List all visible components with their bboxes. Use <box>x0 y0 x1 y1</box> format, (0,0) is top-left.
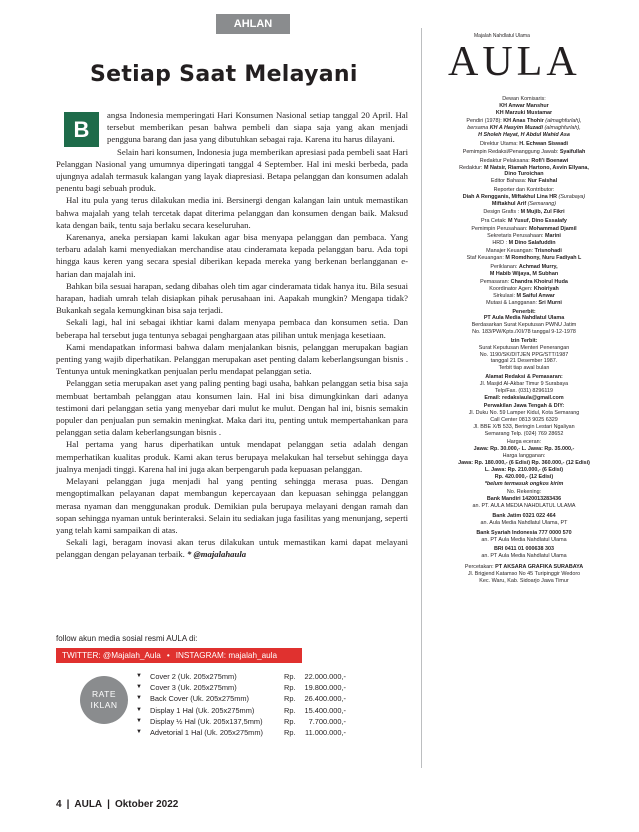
credit-label: No. Rekening: <box>506 489 542 496</box>
credit-note: (Semarang) <box>526 200 557 207</box>
bank-holder: an. PT Aula Media Nahdlatul Ulama <box>481 553 567 560</box>
credit-dewan <box>424 96 624 117</box>
credit-precetak <box>424 218 624 225</box>
credit-label: Perwakilan Jawa Tengah & DIY: <box>483 403 565 410</box>
bank-account: Bank Jatim 0321 022 464 <box>492 512 556 519</box>
rate-currency: Rp. <box>284 672 296 681</box>
credit-label: Mutasi & Langganan: <box>486 300 539 306</box>
credit-name: M Natsir, Riamah Hartono, Asvin Ellyana, <box>483 164 589 171</box>
credit-label: bersama <box>467 125 490 132</box>
credit-name: Dino Turoichan <box>504 171 544 178</box>
article-paragraph: Bahkan bila sesuai harapan, sedang dibahas oleh tim agar cinderamata tidak hanya itu. Bila sesuai harapan, hadiah umrah telah disiapkan pihak perusahaan ini. Aapakah mungkin? Mengapa tidak? Bukankah segala kemungkinan bisa saja terjadi. <box>56 280 408 316</box>
credit-label: Pemimpin Perusahaan: <box>471 226 529 233</box>
rate-name: Display ½ Hal (Uk. 205x137,5mm) <box>150 716 263 726</box>
credit-label: Reporter dan Kontributor: <box>493 186 555 193</box>
credit-name: H. Echwan Siswadi <box>519 140 569 147</box>
rate-price: 11.000.000,- <box>305 727 346 737</box>
credit-name: Mohammad Djamil <box>528 226 577 233</box>
credit-rekening <box>424 489 624 560</box>
credit-text: Jl. BBE X/B 533, Beringin Lestari Ngaliyan <box>473 423 575 430</box>
credit-value: Rp. 420.000,- (12 Edisi) <box>494 473 554 480</box>
rate-price: 22.000.000,- <box>304 672 346 681</box>
credit-text: No. 1190/SK/DITJEN PPG/STT/1987 <box>479 351 569 358</box>
credit-reporter <box>424 187 624 208</box>
credit-label: Pemasaran: <box>480 279 511 286</box>
triangle-bullet-icon: ▼ <box>136 717 142 724</box>
credit-izin <box>424 338 624 373</box>
credit-label: Email: <box>484 394 503 401</box>
rate-name: Back Cover (Uk. 205x275mm) <box>150 694 249 704</box>
bank-account: Bank Mandiri 1420013283436 <box>486 496 562 503</box>
credit-text: Jl. Brigjend Katamso No 45 Turipinggir Wedoro <box>467 571 581 578</box>
rate-name: Advetorial 1 Hal (Uk. 205x275mm) <box>150 727 263 737</box>
rate-row <box>136 716 346 727</box>
credit-name: Chandra Khoirul Huda <box>510 279 568 286</box>
credit-label: Izin Terbit: <box>510 337 538 344</box>
credit-name: PT AKSARA GRAFIKA SURABAYA <box>495 564 584 571</box>
credit-name: M Dino Salafuddin <box>508 239 556 246</box>
credit-text: Jl. Duku No. 59 Lamper Kidul, Kota Semarang <box>468 409 580 416</box>
rate-price: 7.700.000,- <box>308 716 346 726</box>
twitter-handle[interactable]: TWITTER: @Majalah_Aula <box>62 651 161 660</box>
credit-name: KH A Hasyim Muzadi <box>489 125 543 132</box>
rate-row <box>136 671 346 682</box>
credit-name: H Sholeh Hayat, H Abdul Wahid Asa <box>478 132 570 139</box>
signature: * @majalahaula <box>186 549 247 560</box>
triangle-bullet-icon: ▼ <box>136 728 142 735</box>
credit-text: Jl. Masjid Al-Akbar Timur 9 Surabaya <box>479 380 569 387</box>
rate-row <box>136 705 346 716</box>
credit-label: Alamat Redaksi & Pemasaran: <box>485 373 563 380</box>
credit-pemred <box>424 149 624 156</box>
page-footer <box>56 799 178 810</box>
article-body <box>56 109 408 561</box>
triangle-bullet-icon: ▼ <box>136 673 142 679</box>
rate-list <box>136 671 346 738</box>
credit-label: Koordinator Agen: <box>489 286 534 293</box>
rate-price: 26.400.000,- <box>304 694 346 704</box>
footer-separator: | <box>66 799 70 810</box>
credit-label: Harga eceran: <box>506 439 542 446</box>
credit-name: M Romdhony, Nuru Fadiyah L <box>505 255 582 262</box>
rate-currency: Rp. <box>284 694 296 704</box>
footer-separator: | <box>107 799 110 810</box>
credit-percetakan <box>424 564 624 585</box>
credit-label: Pendiri (1978): <box>466 118 504 125</box>
bank-holder: an. PT Aula Media Nahdlatul Ulama <box>481 536 567 543</box>
credit-label: Pra Cetak: <box>481 217 509 224</box>
article-paragraph: Selain hari konsumen, Indonesia juga memberikan apresiasi pada pembeli saat Hari Pelanggan Nasional yang umumnya diperingati tanggal 4 September. Hal ini meski berbeda, pada ujungnya adalah termasuk kalangan yang layak diapresiasi. Betapa pelanggan dan konsumen adalah penentu bagi sebuah produk. <box>56 146 408 194</box>
issue-date: Oktober 2022 <box>114 799 179 810</box>
credit-value: Jawa: Rp. 180.000,- (6 Edisi) Rp. 360.000,- (12 Edisi) <box>458 459 590 466</box>
credit-direktur <box>424 141 624 148</box>
credit-text: Telp/Fax. (031) 8296119 <box>494 387 554 394</box>
article-paragraph: Karenanya, aneka persiapan kami lakukan agar bisa menyapa pelanggan dan pembaca. Yang terbaru adalah kami menyediakan merchandise atau cinderamata kepada pelanggan baru. Ada topi hingga kaus keren yang secara spesial diberikan kepada mereka yang berkenan berlangganan e-harian dan majalah ini. <box>56 232 408 279</box>
credit-text: tanggal 21 Desember 1987. <box>490 358 558 365</box>
bank-holder: an. PT. AULA MEDIA NAHDLATUL ULAMA <box>472 502 576 509</box>
credit-name: M Saiful Anwar <box>516 293 555 300</box>
rate-row <box>136 727 346 738</box>
rate-price: 19.800.000,- <box>304 683 346 693</box>
credit-name: KH Marzuki Mustamar <box>495 109 553 116</box>
credit-pemasaran <box>424 279 624 307</box>
rate-name: Cover 2 (Uk. 205x275mm) <box>150 672 237 681</box>
article-paragraph: Pelanggan setia merupakan aset yang paling penting bagi usaha, bahkan pelanggan setia bisa saja membuat bertambah pelanggan atau konsumen lain. Hal ini bisa dimungkinkan dari adanya testimoni dari pelanggan setia yang menyebar dari mulut ke mulut. Dengan hal ini, bisnis semakin populer dan penjualan pun semakin meningkat. Maka dari itu, penting untuk mempertahankan para pelanggan setia dalam keberlangsungan bisnis . <box>56 378 408 438</box>
rate-name: Cover 3 (Uk. 205x275mm) <box>150 683 237 693</box>
credit-name: M Yusuf, Dino Essalafy <box>508 217 567 224</box>
credit-name: Miftakhul Arif <box>491 200 527 207</box>
rate-price: 15.400.000,- <box>304 705 346 715</box>
credit-harga <box>424 439 624 487</box>
credit-name: M Mujib, Zul Fikri <box>520 209 565 216</box>
masthead-logo: AULA <box>448 39 581 85</box>
page-number: 4 <box>56 799 62 810</box>
credit-periklanan <box>424 264 624 278</box>
credit-text: Terbit tiap awal bulan <box>498 365 550 372</box>
article-paragraph: Hal itu pula yang terus dilakukan media ini. Bersinergi dengan kalangan lain untuk memastikan bahwa majalah yang telah tercetak dapat diterima pelanggan dan konsumen dengan baik. Maksud kata dengan baik, tentu saja berlaku secara keseluruhan. <box>56 195 408 230</box>
credit-name: Sri Murni <box>538 300 562 306</box>
credit-text: Berdasarkan Surat Keputusan PWNU Jatim <box>471 322 577 329</box>
credit-text: No. 183/PW/Kpts./XII/78 tanggal 9-12-1978 <box>472 329 576 336</box>
credit-note: (Surabaya) <box>557 193 586 200</box>
dropcap: B <box>64 112 99 147</box>
credit-redaksi <box>424 158 624 186</box>
triangle-bullet-icon: ▼ <box>136 684 142 691</box>
credit-name: Achmad Murry, <box>518 263 558 270</box>
rate-name: Display 1 Hal (Uk. 205x275mm) <box>150 705 255 715</box>
email-link[interactable]: redaksiaula@gmail.com <box>502 394 564 401</box>
credit-name: Syaifullah <box>559 149 586 156</box>
credit-text: Semarang Telp. (024) 769 28652 <box>484 430 564 437</box>
masthead-subtitle: Majalah Nahdlatul Ulama <box>474 33 530 39</box>
credit-label: Penerbit: <box>512 308 536 315</box>
credit-name: PT Aula Media Nahdlatul Ulama <box>483 315 565 322</box>
triangle-bullet-icon: ▼ <box>136 695 142 702</box>
credit-label: Dewan Komisaris: <box>502 96 546 102</box>
credit-design <box>424 209 624 216</box>
rate-row <box>136 682 346 693</box>
last-paragraph-text: Sekali lagi, beragam inovasi akan terus dilakukan untuk memastikan kami dapat melayani pelanggan dengan pelayanan terbaik. <box>56 537 408 560</box>
credit-name: Nur Faishal <box>527 178 558 185</box>
credit-label: Percetakan: <box>464 564 496 571</box>
credit-label: Manajer Keuangan: <box>486 248 535 255</box>
column-divider <box>421 28 422 768</box>
credit-perwakilan <box>424 403 624 438</box>
rate-currency: Rp. <box>284 705 296 715</box>
bank-account: BRI 0411 01 000638 303 <box>494 546 554 553</box>
credit-label: Redaktur Pelaksana: <box>479 157 532 164</box>
credit-alamat <box>424 374 624 402</box>
article-paragraph: Hal pertama yang harus diperhatikan untuk mendapat pelanggan setia adalah dengan memperhatikan kualitas produk. Kami akan terus berupaya melakukan hal tersebut sehingga daya jualnya menjadi tinggi. Karena hal ini juga akan berpengaruh pada kepuasan pelanggan. <box>56 439 408 474</box>
article-title: Setiap Saat Melayani <box>90 62 358 87</box>
rate-badge-line2: IKLAN <box>90 700 118 710</box>
credit-label: Staf Keuangan: <box>466 255 506 262</box>
credit-name: Marini <box>544 233 561 240</box>
rate-currency: Rp. <box>284 716 296 726</box>
rate-row <box>136 693 346 704</box>
credit-name: Khoiriyah <box>533 286 559 293</box>
credit-penerbit <box>424 309 624 337</box>
credit-note: *belum termasuk ongkos kirim <box>484 480 564 487</box>
credit-label: Redaktur: <box>459 164 484 171</box>
article-paragraph-last <box>56 536 408 560</box>
credit-label: Periklanan: <box>490 263 519 270</box>
section-rubric: AHLAN <box>216 14 290 34</box>
credit-label: Harga langganan: <box>502 453 546 459</box>
credit-text: Kec. Waru, Kab. Sidoarjo Jawa Timur <box>479 578 569 585</box>
credit-pendiri <box>424 118 624 139</box>
rate-currency: Rp. <box>284 683 296 693</box>
credit-name: Diah A Rengganis, Miftakhul Lina HR <box>462 193 558 200</box>
rate-currency: Rp. <box>284 727 296 737</box>
credit-value: Jawa: Rp. 30.000,- L. Jawa: Rp. 35.000,- <box>473 446 575 453</box>
credit-text: Call Center 0813 9025 6329 <box>490 416 558 423</box>
credit-name: Trisnohadi <box>534 248 562 255</box>
credit-name: KH Anwar Manshur <box>499 102 549 109</box>
credit-name: M Habib Wijaya, M Subhan <box>489 270 559 277</box>
social-bar <box>56 648 302 663</box>
credit-label: Pemimpin Redaksi/Penanggung Jawab: <box>462 149 560 156</box>
credit-note: (almaghfurlah), <box>542 125 581 132</box>
credit-value: L. Jawa: Rp. 210.000,- (6 Edisi) <box>484 466 564 473</box>
credit-text: Surat Keputusan Menteri Penerangan <box>478 344 570 351</box>
magazine-name: AULA <box>74 799 103 810</box>
credit-label: Design Grafis : <box>483 209 521 216</box>
article-paragraph: Kami mendapatkan informasi bahwa dalam menjalankan bisnis, pelanggan merupakan bagian penting yang wajib diperhatikan. Pelanggan merupakan aset penting dalam keberlangsungan bisnis . Tentunya untuk meningkatkan penjualan perlu mendapat pelanggan setia. <box>56 341 408 377</box>
credit-label: Sirkulasi: <box>493 293 517 300</box>
credit-label: HRD : <box>492 239 509 246</box>
triangle-bullet-icon: ▼ <box>136 706 142 713</box>
follow-text: follow akun media sosial resmi AULA di: <box>56 634 198 643</box>
social-separator: • <box>166 651 170 660</box>
article-paragraph: Sekali lagi, hal ini sebagai ikhtiar kami dalam menyapa pembaca dan konsumen setia. Dan beberapa hal tersebut juga tentunya sebagai penghargaan atas pilihan untuk menjaga kesetiaan. <box>56 317 408 340</box>
credit-label: Direktur Utama: <box>479 140 520 147</box>
masthead-credits <box>424 96 624 587</box>
credit-note: (almaghfurlah), <box>543 118 582 125</box>
rate-badge-line1: RATE <box>91 689 117 699</box>
bank-account: Bank Syariah Indonesia 777 0000 570 <box>476 529 572 536</box>
article-paragraph: angsa Indonesia memperingati Hari Konsumen Nasional setiap tanggal 20 April. Hal tersebut memberikan pesan bahwa pembeli dan siapa saja yang akan menjadi pengguna barang dan jasa yang dibutuhkan sebagai raja. Karena itu harus dilayani. <box>107 110 408 145</box>
article-paragraph: Melayani pelanggan juga menjadi hal yang penting sehingga merasa puas. Dengan mengoptimalkan pelayanan dapat membangun kepercayaan dan kepuasan sehingga pelanggan merasa nyaman dan menggunakan produk. Demikian pula berupaya melayani dengan ramah dan sopan sehingga nyaman untuk berinteraksi. Selain itu sediakan juga fasilitas yang menunjang, seperti yang telah kami sampaikan di atas. <box>56 476 408 535</box>
credit-name: Rofi'i Boenawi <box>531 157 569 164</box>
credit-keuangan <box>424 248 624 262</box>
credit-label: Sekretaris Perusahaan: <box>487 233 545 240</box>
credit-perusahaan <box>424 226 624 247</box>
instagram-handle[interactable]: INSTAGRAM: majalah_aula <box>175 651 278 660</box>
credit-name: KH Anas Thohir <box>503 118 544 125</box>
rate-badge <box>80 676 128 724</box>
credit-label: Editor Bahasa: <box>490 178 528 185</box>
bank-holder: an. Aula Media Nahdlatul Ulama, PT <box>480 519 568 526</box>
